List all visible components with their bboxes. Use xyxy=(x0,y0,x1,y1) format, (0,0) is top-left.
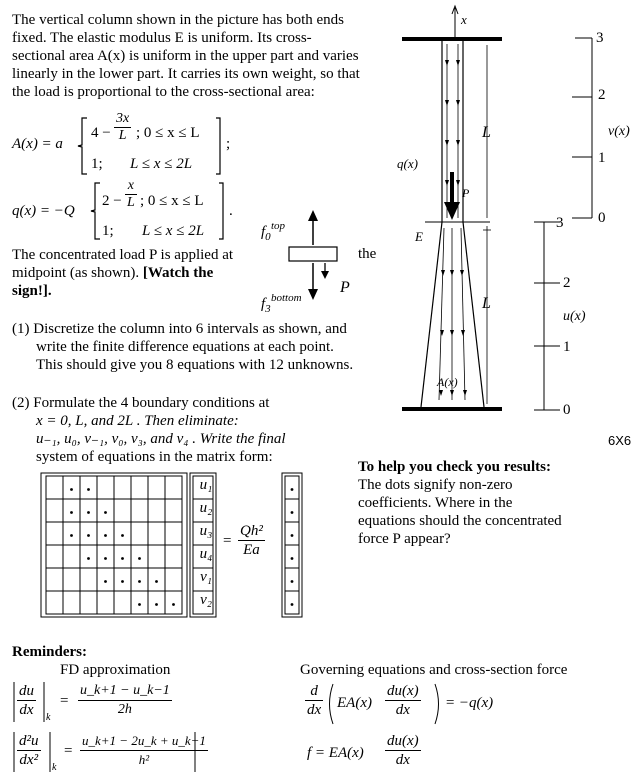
q1-line: write the finite difference equations at each point. xyxy=(36,339,334,355)
frac-den: 2h xyxy=(117,702,132,717)
matrix-cell xyxy=(46,476,63,499)
unknown: u₁ xyxy=(199,477,213,493)
area-lhs: A(x) = a xyxy=(12,136,63,152)
gov-du-dx xyxy=(385,682,421,719)
matrix-dot xyxy=(121,580,124,583)
load-case1-cond: ; 0 ≤ x ≤ L xyxy=(140,193,204,209)
help-line: equations should the concentrated xyxy=(358,513,562,529)
matrix-cell xyxy=(131,499,148,522)
intro-line: the load is proportional to the cross-sectional area: xyxy=(12,84,315,100)
frac-num: du(x) xyxy=(387,683,419,699)
frac-den: L xyxy=(118,128,127,143)
intro-paragraph xyxy=(12,11,360,101)
rhs-factor xyxy=(238,522,265,559)
load-case2-cond: L ≤ x ≤ 2L xyxy=(142,223,205,239)
matrix-cell xyxy=(63,591,80,614)
f-bottom-sup: bottom xyxy=(271,292,302,304)
u-tick: 1 xyxy=(563,339,571,355)
frac-num: 3x xyxy=(116,111,130,126)
load-case2-const: 1; xyxy=(102,223,114,239)
area-case1-frac xyxy=(114,111,131,144)
matrix-dot xyxy=(104,557,107,560)
frac-num: u_k+1 − u_k−1 xyxy=(78,682,172,701)
gov-rhs: = −q(x) xyxy=(445,695,494,711)
matrix-cell xyxy=(63,522,80,545)
fd1-sub: k xyxy=(46,712,51,723)
area-tail: ; xyxy=(226,136,231,152)
matrix-dot xyxy=(87,534,90,537)
help-box xyxy=(358,458,562,548)
u-scale-ticks xyxy=(534,222,560,410)
rhs-dot xyxy=(291,534,294,537)
scales-svg xyxy=(520,0,641,420)
matrix-cell xyxy=(80,522,97,545)
frac-num: du(x) xyxy=(387,733,419,749)
rhs-cell xyxy=(285,522,299,545)
matrix-dot xyxy=(155,603,158,606)
q2-line: system of equations in the matrix form: xyxy=(36,449,273,465)
unknown: u₃ xyxy=(199,523,213,539)
matrix-cell xyxy=(114,591,131,614)
load-brace xyxy=(90,182,102,240)
matrix-cell xyxy=(114,545,131,568)
fd1-eq: = xyxy=(60,693,69,709)
v-tick: 1 xyxy=(598,150,606,166)
rhs-cell xyxy=(285,476,299,499)
matrix-dot xyxy=(104,580,107,583)
u-tick: 3 xyxy=(556,215,564,231)
unknown: v₁ xyxy=(200,569,212,585)
q2-line: (2) Formulate the 4 boundary conditions at xyxy=(12,395,270,411)
u-scale-label: u(x) xyxy=(563,309,586,324)
help-line: The dots signify non-zero xyxy=(358,477,513,493)
frac-num: du xyxy=(19,683,34,699)
label-6x6: 6X6 xyxy=(608,433,632,448)
rhs-den: Ea xyxy=(243,542,260,558)
taper-right xyxy=(463,222,484,407)
diagram-P-label: P xyxy=(462,186,470,200)
frac-num: x xyxy=(125,178,137,195)
unknowns-vector xyxy=(195,476,217,614)
force-equation xyxy=(307,732,507,776)
matrix-cell xyxy=(80,568,97,591)
matrix-cell xyxy=(165,476,182,499)
f-top: f xyxy=(261,224,266,240)
matrix-equation xyxy=(38,470,310,620)
bottom-support xyxy=(402,407,502,411)
gov-equation xyxy=(305,682,525,726)
matrix-dot xyxy=(70,534,73,537)
matrix-dot xyxy=(104,534,107,537)
help-line: coefficients. Where in the xyxy=(358,495,513,511)
matrix-cell xyxy=(131,476,148,499)
v-tick: 2 xyxy=(598,87,606,103)
fbd-P: P xyxy=(340,279,350,296)
u-tick: 2 xyxy=(563,275,571,291)
matrix-cell xyxy=(63,568,80,591)
rhs-num: Qh² xyxy=(240,523,263,539)
load-tail: . xyxy=(229,203,233,219)
frac-num: d xyxy=(305,682,323,701)
intro-line: fixed. The elastic modulus E is uniform. Its cross- xyxy=(12,30,312,46)
rhs-dot xyxy=(291,580,294,583)
matrix-dot xyxy=(121,534,124,537)
matrix-cell xyxy=(165,545,182,568)
matrix-cell xyxy=(131,591,148,614)
matrix-dot xyxy=(138,557,141,560)
help-line: force P appear? xyxy=(358,531,451,547)
fd-title: FD approximation xyxy=(60,662,171,678)
gov-ea: EA(x) xyxy=(337,695,372,711)
matrix-cell xyxy=(46,545,63,568)
matrix-dot xyxy=(121,557,124,560)
matrix-cell xyxy=(97,522,114,545)
q2-line: u₋₁, u₀, v₋₁, v₀, v₃, and v₄ . Write the final xyxy=(36,431,286,447)
area-right-bracket xyxy=(215,117,225,175)
rhs-dot xyxy=(291,603,294,606)
matrix-dot xyxy=(70,511,73,514)
matrix-cell xyxy=(97,591,114,614)
force-du-dx xyxy=(385,732,421,769)
matrix-cell xyxy=(46,568,63,591)
q2-line: x = 0, L, and 2L . Then eliminate: xyxy=(36,413,239,429)
load-case1-frac xyxy=(125,178,137,211)
fd2-sub: k xyxy=(52,762,57,773)
u-tick: 0 xyxy=(563,402,571,418)
watch-sign-2: sign!]. xyxy=(12,283,52,299)
matrix-cell xyxy=(46,522,63,545)
frac-den: L xyxy=(127,195,135,210)
matrix-cell xyxy=(165,591,182,614)
matrix-cell xyxy=(97,476,114,499)
intro-line: The vertical column shown in the picture has both ends xyxy=(12,12,344,28)
area-case1-cond: ; 0 ≤ x ≤ L xyxy=(136,125,200,141)
matrix-dot xyxy=(172,603,175,606)
f-bottom: f xyxy=(261,296,266,312)
sign-convention-diagram xyxy=(258,205,388,315)
intro-line: linearly in the lower part. It carries its own weight, so that xyxy=(12,66,360,82)
area-equation xyxy=(12,111,252,175)
intro-line: sectional area A(x) is uniform in the upper part and varies xyxy=(12,48,359,64)
matrix-cell xyxy=(165,522,182,545)
rhs-dot xyxy=(291,511,294,514)
matrix-cell xyxy=(165,499,182,522)
fd2-lhs xyxy=(17,732,41,769)
matrix-dot xyxy=(87,488,90,491)
equals-sign: = xyxy=(223,533,232,549)
frac-num: d²u xyxy=(19,733,39,749)
v-scale-ticks xyxy=(572,38,592,218)
matrix-cell xyxy=(148,522,165,545)
help-title: To help you check you results: xyxy=(358,459,551,475)
matrix-cell xyxy=(63,499,80,522)
matrix-cell xyxy=(46,499,63,522)
matrix-cell xyxy=(80,591,97,614)
area-brace xyxy=(77,117,89,175)
f-bottom-sub: 3 xyxy=(265,303,271,315)
v-scale-label: v(x) xyxy=(608,124,630,139)
force-lhs: f = EA(x) xyxy=(307,745,364,761)
frac-den: dx xyxy=(307,702,322,718)
rhs-cell xyxy=(285,568,299,591)
load-lhs: q(x) = −Q xyxy=(12,203,75,219)
frac-den: dx xyxy=(395,702,410,718)
matrix-cell xyxy=(114,568,131,591)
matrix-cell xyxy=(97,568,114,591)
fd2-rhs xyxy=(80,732,208,769)
rhs-dot xyxy=(291,488,294,491)
frac-den: dx² xyxy=(19,752,39,768)
diagram-E-label: E xyxy=(415,229,423,244)
matrix-dot xyxy=(70,488,73,491)
unknown: u₄ xyxy=(199,546,213,562)
unknown: v₂ xyxy=(200,592,212,608)
fd-first-derivative xyxy=(12,680,192,726)
load-case1-const: 2 − xyxy=(102,193,122,209)
f-top-sup: top xyxy=(271,220,286,232)
matrix-cell xyxy=(131,545,148,568)
fd1-lhs xyxy=(17,682,36,719)
matrix-cell xyxy=(148,568,165,591)
matrix-cell xyxy=(63,545,80,568)
matrix-cell xyxy=(148,499,165,522)
load-line: The concentrated load P is applied at xyxy=(12,247,234,263)
frac-den: dx xyxy=(19,702,34,718)
top-support xyxy=(402,37,502,41)
matrix-dot xyxy=(87,557,90,560)
matrix-dot xyxy=(138,603,141,606)
area-case2-cond: L ≤ x ≤ 2L xyxy=(130,156,193,172)
load-paragraph xyxy=(12,246,233,300)
matrix-cell xyxy=(63,476,80,499)
matrix-cell xyxy=(114,522,131,545)
matrix-cell xyxy=(80,476,97,499)
matrix-dot xyxy=(155,580,158,583)
load-right-bracket xyxy=(218,182,228,240)
rhs-cell xyxy=(285,591,299,614)
matrix-cell xyxy=(148,545,165,568)
rhs-dot xyxy=(291,557,294,560)
watch-sign: [Watch the xyxy=(142,265,214,281)
matrix-cell xyxy=(80,499,97,522)
matrix-cell xyxy=(114,499,131,522)
matrix-cell xyxy=(114,476,131,499)
frac-den: dx xyxy=(395,752,410,768)
matrix-cell xyxy=(80,545,97,568)
area-case1-const: 4 − xyxy=(91,125,111,141)
diagram-x-label: x xyxy=(461,12,467,27)
diagram-L-upper: L xyxy=(482,124,491,141)
matrix-cell xyxy=(46,591,63,614)
load-line: midpoint (as shown). xyxy=(12,265,143,281)
fd-second-derivative xyxy=(12,730,212,776)
matrix-cell xyxy=(148,591,165,614)
fd1-rhs xyxy=(78,682,172,719)
diagram-qx-label: q(x) xyxy=(397,156,418,171)
column-diagram xyxy=(395,0,520,420)
frac-num: u_k+1 − 2u_k + u_k−1 xyxy=(80,732,208,751)
area-case2-const: 1; xyxy=(91,156,103,172)
matrix-cell xyxy=(131,568,148,591)
matrix-dot xyxy=(138,580,141,583)
gov-title: Governing equations and cross-section force xyxy=(300,662,568,678)
matrix-cell xyxy=(165,568,182,591)
f-top-sub: 0 xyxy=(265,231,271,243)
v-tick: 0 xyxy=(598,210,606,226)
f-bottom-label xyxy=(261,292,302,318)
q1-line: This should give you 8 equations with 12 unknowns. xyxy=(36,357,354,373)
fbd-the: the xyxy=(358,246,377,262)
matrix-cell xyxy=(97,499,114,522)
question-1 xyxy=(12,320,353,374)
diagram-L-lower: L xyxy=(482,295,491,312)
gov-d-dx xyxy=(305,682,323,719)
frac-den: h² xyxy=(138,752,150,767)
matrix-dot xyxy=(104,511,107,514)
matrix-cell xyxy=(148,476,165,499)
matrix-cell xyxy=(131,522,148,545)
q1-line: (1) Discretize the column into 6 intervals as shown, and xyxy=(12,321,347,337)
reminders-heading: Reminders: xyxy=(12,644,87,660)
question-2 xyxy=(12,394,286,466)
rhs-cell xyxy=(285,499,299,522)
matrix-dot xyxy=(87,511,90,514)
diagram-Ax-label: A(x) xyxy=(437,375,458,389)
rhs-cell xyxy=(285,545,299,568)
matrix-cell xyxy=(97,545,114,568)
v-tick: 3 xyxy=(596,30,604,46)
fd2-eq: = xyxy=(64,743,73,759)
load-equation xyxy=(12,180,252,240)
unknown: u₂ xyxy=(199,500,213,516)
